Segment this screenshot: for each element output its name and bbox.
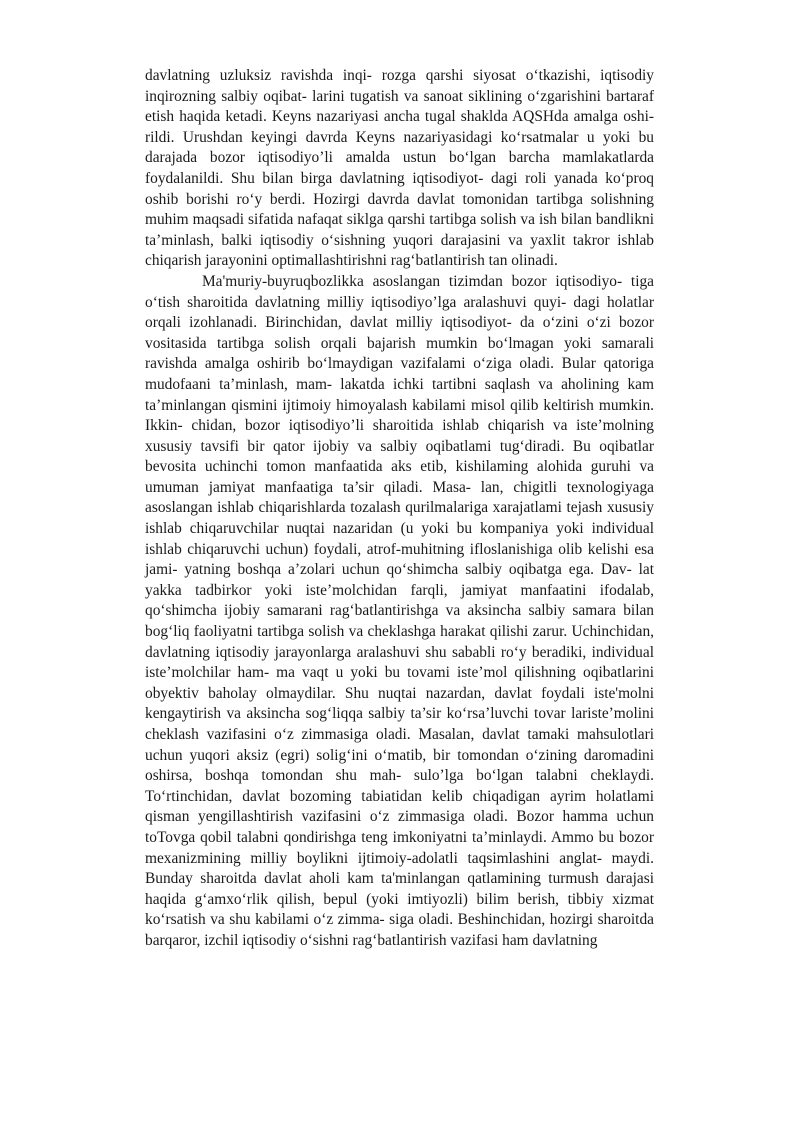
paragraph-1: davlatning uzluksiz ravishda inqi- rozga qarshi siyosat o‘tkazishi, iqtisodiy inqirozning salbiy oqibat- larini tugatish va sanoat siklining o‘zgarishini bartaraf etish haqida ketadi. Keyns nazariyasi ancha tugal shaklda AQSHda amalga oshi- rildi. Urushdan keyingi davrda Keyns nazariyasidagi ko‘rsatmalar u yoki bu darajada bozor iqtisodiyo’li amalda ustun bo‘lgan barcha mamlakatlarda foydalanildi. Shu bilan birga davlatning iqtisodiyot- dagi roli yanada ko‘proq oshib borishi ro‘y berdi. Hozirgi davrda davlat tomonidan tartibga solishning muhim maqsadi sifatida nafaqat siklga qarshi tartibga solish va ish bilan bandlikni ta’minlash, balki iqtisodiy o‘sishning yuqori darajasini va yaxlit takror ishlab chiqarish jarayonini optimallashtirishni rag‘batlantirish tan olinadi. — [145, 67, 654, 270]
body-text — [145, 66, 654, 952]
paragraph-2: Ma'muriy-buyruqbozlikka asoslangan tizimdan bozor iqtisodiyo- tiga o‘tish sharoitida davlatning milliy iqtisodiyo’lga aralashuvi quyi- dagi holatlar orqali izohlanadi. Birinchidan, davlat milliy iqtisodiyot- da o‘zini o‘zi bozor vositasida tartibga solish orqali bajarish mumkin bo‘lmagan yoki samarali ravishda amalga oshirib bo‘lmaydigan vazifalami o‘ziga oladi. Bular qatoriga mudofaani ta’minlash, mam- lakatda ichki tartibni saqlash va aholining kam ta’minlangan qismini ijtimoiy himoyalash kabilami misol qilib keltirish mumkin. Ikkin- chidan, bozor iqtisodiyo’li sharoitida ishlab chiqarish va iste’molning xususiy tavsifi bir qator ijobiy va salbiy oqibatlami tug‘diradi. Bu oqibatlar bevosita uchinchi tomon manfaatida aks etib, kishilaming alohida guruhi va umuman jamiyat manfaatiga ta’sir qiladi. Masa- lan, chigitli texnologiyaga asoslangan ishlab chiqarishlarda tozalash qurilmalariga xarajatlami tejash xususiy ishlab chiqaruvchilar nuqtai nazaridan (u yoki bu kompaniya yoki individual ishlab chiqaruvchi uchun) foydali, atrof-muhitning ifloslanishiga olib kelishi esa jami- yatning boshqa a’zolari uchun qo‘shimcha salbiy oqibatga ega. Dav- lat yakka tadbirkor yoki iste’molchidan farqli, jamiyat manfaatini ifodalab, qo‘shimcha ijobiy samarani rag‘batlantirishga va aksincha salbiy samara bilan bog‘liq faoliyatni tartibga solish va cheklashga harakat qilishi zarur. Uchinchidan, davlatning iqtisodiy jarayonlarga aralashuvi shu sababli ro‘y beradiki, individual iste’molchilar ham- ma vaqt u yoki bu tovami iste’mol qilishning oqibatlarini obyektiv baholay olmaydilar. Shu nuqtai nazardan, davlat foydali iste'molni kengaytirish va aksincha sog‘liqqa salbiy ta’sir ko‘rsa’luvchi tovar lariste’molini cheklash vazifasini o‘z zimmasiga oladi. Masalan, davlat tamaki mahsulotlari uchun yuqori aksiz (egri) solig‘ini o‘matib, bir tomondan o‘zining daromadini oshirsa, boshqa tomondan shu mah- sulo’lga bo‘lgan talabni cheklaydi. To‘rtinchidan, davlat bozoming tabiatidan kelib chiqadigan ayrim holatlami qisman yengillashtirish vazifasini o‘z zimmasiga oladi. Bozor hamma uchun toTovga qobil talabni qondirishga teng imkoniyatni ta’minlaydi. Ammo bu bozor mexanizmining milliy boylikni ijtimoiy-adolatli taqsimlashini anglat- maydi. Bunday sharoitda davlat aholi kam ta'minlangan qatlamining turmush darajasi haqida g‘amxo‘rlik qilish, bepul (yoki imtiyozli) bilim berish, tibbiy xizmat ko‘rsatish va shu kabilami o‘z zimma- siga oladi. Beshinchidan, hozirgi sharoitda barqaror, izchil iqtisodiy o‘sishni rag‘batlantirish vazifasi ham davlatning — [145, 272, 654, 949]
